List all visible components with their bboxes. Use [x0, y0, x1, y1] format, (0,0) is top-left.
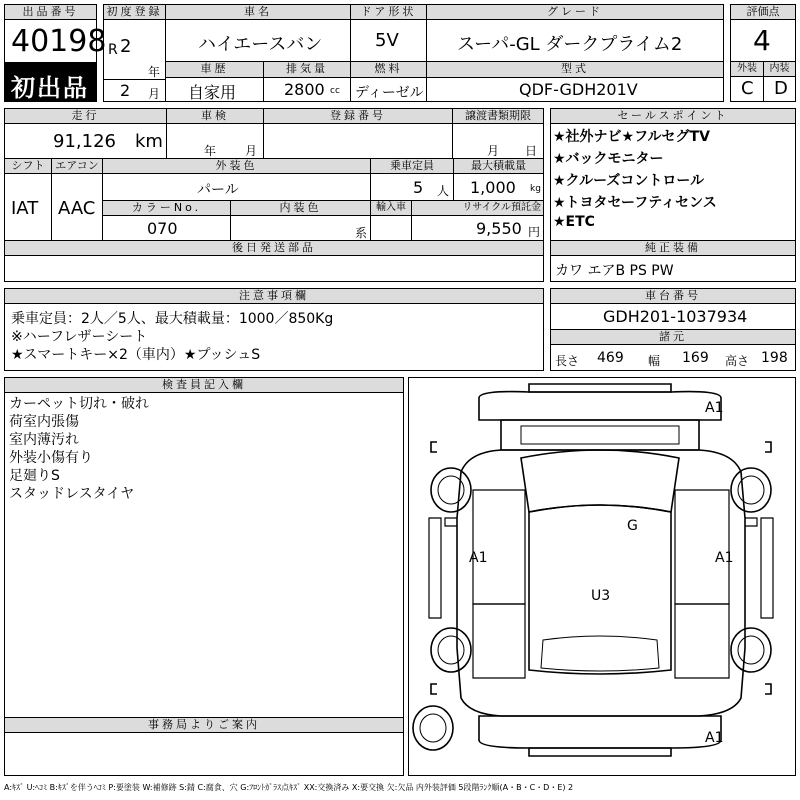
recycle-box [411, 215, 544, 241]
history-label: 車歴 [165, 61, 264, 78]
car-diagram [409, 378, 795, 775]
legend: A:ｷｽﾞ U:ﾍｺﾐ B:ｷｽﾞを伴うﾍｺﾐ P:要塗装 W:補修跡 S:錆 C:腐食、穴 G:ﾌﾛﾝﾄｶﾞﾗｽ点ｷｽﾞ XX:交換済み X:要交換 欠:欠品 内外装評価 5段階ﾗﾝｸ順(A・B・C・D・E) 2 [4, 783, 574, 792]
right-mirror [745, 518, 757, 526]
spare-tire-hub [420, 714, 446, 742]
inspector-line: 足廻りS [9, 468, 60, 484]
right-front-door [675, 490, 729, 604]
grade-label: グレード [426, 4, 724, 20]
plate-box [263, 123, 453, 159]
color-no-value: 070 [147, 219, 178, 238]
doors-value: 5V [375, 30, 399, 51]
height-value: 198 [761, 350, 788, 366]
int-score-value: D [774, 78, 788, 99]
ext-score-value: C [741, 78, 754, 99]
first-reg-label: 初度登録 [103, 4, 166, 20]
transfer-month-unit: 月 [487, 144, 500, 158]
model-name: ハイエースバン [198, 34, 323, 55]
left-front-door [473, 490, 525, 604]
rear-left-hub [438, 636, 464, 664]
bracket [765, 684, 771, 694]
rear-bumper [479, 716, 724, 748]
doors-box [350, 19, 427, 62]
fuel-label: 燃料 [350, 61, 427, 78]
displacement-value: 2800 [284, 80, 325, 99]
lot-label: 出品番号 [4, 4, 97, 20]
lot-number: 40198 [11, 24, 107, 59]
recycle-value: 9,550 [476, 219, 522, 238]
recycle-unit: 円 [528, 225, 541, 239]
displacement-box [263, 77, 351, 102]
transfer-day-unit: 日 [525, 144, 538, 158]
capacity-unit: 人 [437, 184, 450, 198]
bracket [765, 442, 771, 452]
max-load-value: 1,000 [470, 178, 516, 197]
sales-points-label: セールスポイント [550, 108, 796, 124]
mark-front: A1 [705, 400, 724, 416]
inspector-line: カーペット切れ・破れ [9, 396, 149, 412]
max-load-box [453, 173, 544, 201]
first-reg-year-unit: 年 [148, 65, 161, 79]
width-value: 169 [682, 350, 709, 366]
later-parts-label: 後日発送部品 [4, 240, 544, 256]
length-value: 469 [597, 350, 624, 366]
grade-box [426, 19, 724, 62]
note-line: ★スマートキー×2（車内）★プッシュS [11, 347, 261, 363]
inspection-month-unit: 月 [245, 144, 258, 158]
capacity-label: 乗車定員 [370, 158, 454, 174]
model-code-box [426, 77, 724, 102]
office-label: 事務局よりご案内 [4, 717, 404, 733]
front-bumper [479, 392, 724, 420]
ext-score-box [730, 76, 764, 102]
int-color-label: 内装色 [230, 200, 371, 216]
inspection-year-unit: 年 [204, 144, 217, 158]
right-side-panel [761, 518, 773, 618]
note-line: ※ハーフレザーシート [11, 329, 148, 345]
first-listing-badge [4, 62, 97, 102]
factory-equip-value: カワ エアB PS PW [555, 263, 674, 279]
ext-score-label: 外装 [730, 61, 764, 77]
grade-value: スーパ-GL ダークプライム2 [457, 34, 683, 55]
rear-right-wheel [731, 628, 771, 672]
width-label: 幅 [648, 354, 661, 368]
mileage-box [4, 123, 167, 159]
front-right-wheel [731, 468, 771, 512]
ext-color-value: パール [197, 182, 239, 198]
mileage-unit: km [135, 131, 163, 152]
mileage-value: 91,126 [53, 131, 116, 152]
chassis-value: GDH201-1037934 [603, 307, 748, 326]
office-box [4, 732, 404, 776]
import-box [370, 215, 412, 241]
inspection-label: 車検 [166, 108, 264, 124]
model-code-value: QDF-GDH201V [519, 80, 638, 99]
rear-right-hub [738, 636, 764, 664]
ext-color-label: 外装色 [102, 158, 371, 174]
aircon-label: エアコン [51, 158, 103, 174]
int-color-box [230, 215, 371, 241]
notes-box [4, 303, 544, 371]
first-reg-month-unit: 月 [148, 87, 161, 101]
note-line: 乗車定員：2人／5人、最大積載量：1000／850Kg [11, 311, 334, 327]
color-no-label: カラーNo. [102, 200, 231, 216]
shift-box [4, 173, 52, 241]
inspection-box [166, 123, 264, 159]
transfer-box [452, 123, 544, 159]
front-bumper-outline [529, 384, 671, 392]
front-left-wheel [431, 468, 471, 512]
left-rear-door [473, 604, 525, 678]
plate-label: 登録番号 [263, 108, 453, 124]
car-diagram-box [408, 377, 796, 776]
factory-equip-label: 純正装備 [550, 240, 796, 256]
first-reg-year: 2 [120, 36, 132, 57]
left-side-panel [429, 518, 441, 618]
specs-label: 諸元 [550, 329, 796, 345]
length-label: 長さ [555, 354, 580, 368]
grille [521, 426, 679, 444]
specs-box [550, 344, 796, 371]
max-load-label: 最大積載量 [453, 158, 544, 174]
rear-bumper-lower [529, 748, 671, 756]
max-load-unit: kg [530, 184, 541, 194]
int-score-label: 内装 [763, 61, 796, 77]
sales-point-item: ★トヨタセーフティセンス [553, 195, 717, 211]
model-name-label: 車名 [165, 4, 351, 20]
mark-roof: U3 [591, 588, 611, 604]
history-value: 自家用 [188, 83, 237, 102]
int-color-suffix: 系 [355, 226, 368, 240]
hood [501, 420, 699, 450]
model-code-label: 型式 [426, 61, 724, 78]
int-score-box [763, 76, 796, 102]
chassis-label: 車台番号 [550, 288, 796, 304]
score-label: 評価点 [730, 4, 796, 20]
chassis-box [550, 303, 796, 330]
rear-window [541, 636, 659, 671]
history-box [165, 77, 264, 102]
windshield [521, 450, 679, 512]
lot-number-box [4, 19, 107, 63]
fuel-box [350, 77, 427, 102]
inspector-line: スタッドレスタイヤ [9, 486, 135, 502]
recycle-label: リサイクル預託金 [411, 200, 544, 216]
notes-label: 注意事項欄 [4, 288, 544, 304]
mark-glass: G [627, 518, 638, 534]
aircon-box [51, 173, 103, 241]
import-label: 輸入車 [370, 200, 412, 216]
mark-right: A1 [715, 550, 734, 566]
right-rear-door [675, 604, 729, 678]
transfer-label: 譲渡書類期限 [452, 108, 544, 124]
aircon-value: AAC [58, 198, 96, 219]
shift-label: シフト [4, 158, 52, 174]
mileage-label: 走行 [4, 108, 167, 124]
spare-tire [413, 706, 453, 750]
sales-point-item: ★クルーズコントロール [553, 173, 705, 189]
shift-value: IAT [11, 198, 39, 219]
score-value: 4 [753, 24, 771, 57]
inspector-line: 荷室内張傷 [9, 414, 79, 430]
first-reg-era: R [108, 42, 118, 58]
first-reg-box [103, 19, 166, 80]
model-name-box [165, 19, 351, 62]
mark-rear: A1 [705, 730, 724, 746]
inspector-line: 外装小傷有り [9, 450, 93, 466]
rear-left-wheel [431, 628, 471, 672]
sales-point-item: ★社外ナビ★フルセグTV [553, 129, 710, 145]
ext-color-box [102, 173, 371, 201]
fuel-value: ディーゼル [355, 85, 424, 101]
bracket [431, 684, 437, 694]
bracket [431, 442, 437, 452]
later-parts-box [4, 255, 544, 282]
capacity-value: 5 [413, 178, 424, 197]
mark-left: A1 [469, 550, 488, 566]
inspector-label: 検査員記入欄 [4, 377, 404, 393]
capacity-box [370, 173, 454, 201]
first-reg-month: 2 [120, 81, 131, 100]
score-box [730, 19, 796, 62]
sales-points-box [550, 123, 796, 241]
displacement-label: 排気量 [263, 61, 351, 78]
displacement-unit: cc [330, 86, 340, 96]
inspector-box [4, 392, 404, 718]
sales-point-item: ★ETC [553, 214, 595, 230]
left-mirror [445, 518, 457, 526]
first-listing-text: 初出品 [11, 74, 89, 102]
height-label: 高さ [725, 354, 750, 368]
color-no-box [102, 215, 231, 241]
first-reg-month-box [103, 79, 166, 102]
doors-label: ドア形状 [350, 4, 427, 20]
factory-equip-box [550, 255, 796, 282]
sales-point-item: ★バックモニター [553, 151, 664, 167]
inspector-line: 室内薄汚れ [9, 432, 79, 448]
